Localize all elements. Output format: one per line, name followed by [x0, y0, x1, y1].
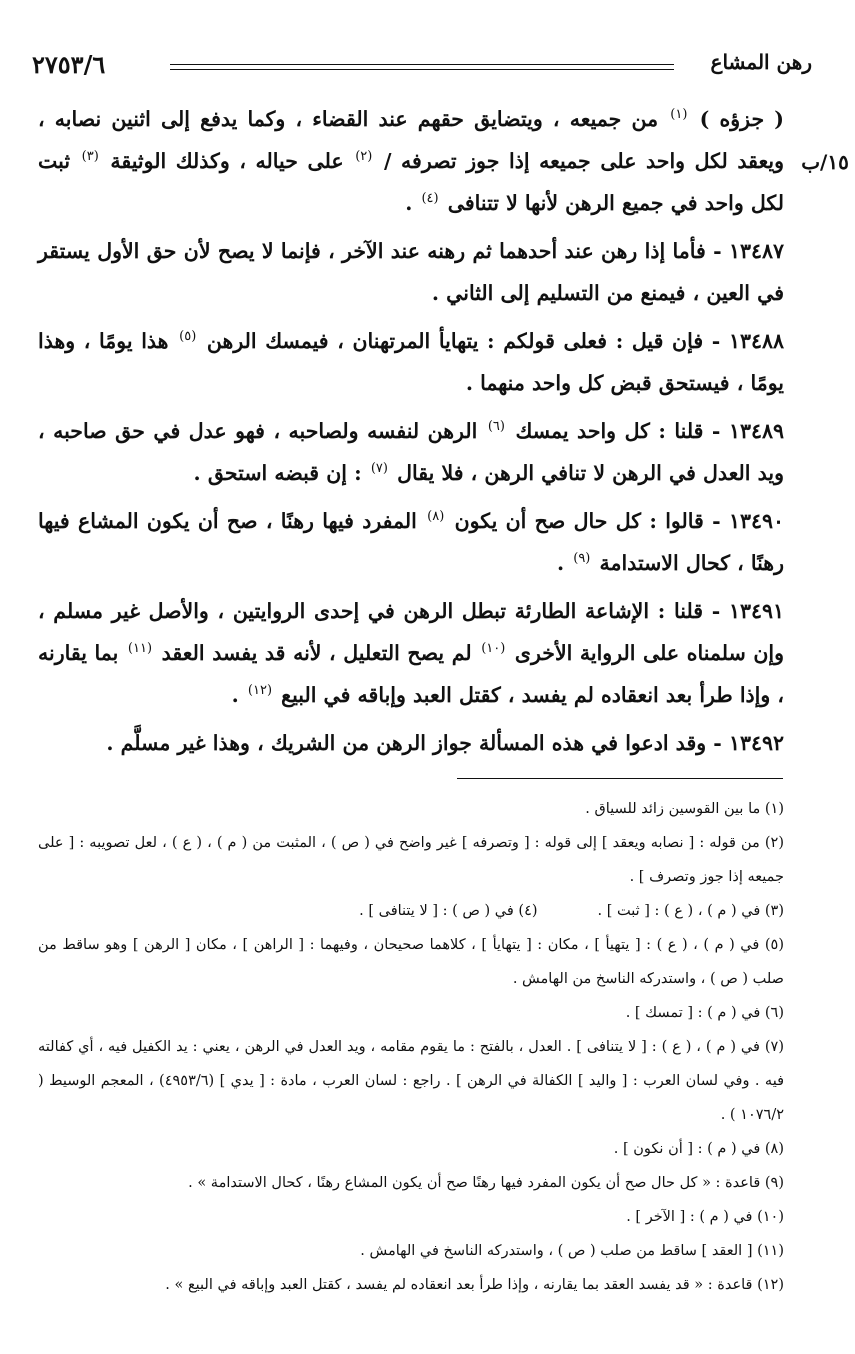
footnote-7: (٧) في ( م ) ، ( ع ) : [ لا يتنافى ] . العدل ، بالفتح : ما يقوم مقامه ، ويد العدل في الرهن ، يعني : يد الكفيل فيه ، أي كفالته فيه . وفي لسان العرب : [ واليد ] الكفالة في الرهن ] . راجع : لسان العرب ، مادة : [ يدي ] (٤٩٥٣/٦) ، المعجم الوسيط ( ١٠٧٦/٢ ) .: [38, 1039, 785, 1123]
paragraph-text: لم يصح التعليل ، لأنه قد يفسد العقد: [154, 641, 480, 665]
footnote-1: (١) ما بين القوسين زائد للسياق .: [585, 801, 784, 817]
paragraph: [38, 230, 784, 314]
footnote-ref: (١٢): [247, 683, 273, 699]
page-number: ٢٧٥٣/٦: [32, 50, 106, 79]
footnote-ref: (٦): [487, 419, 505, 435]
paragraph-text: - وقد ادعوا في هذه المسألة جواز الرهن من الشريك ، وهذا غير مسلَّم .: [106, 731, 729, 755]
footnote-ref: (١١): [127, 641, 153, 657]
footnote-5: (٥) في ( م ) ، ( ع ) : [ يتهيأ ] ، مكان : [ يتهايأ ] ، كلاهما صحيحان ، وفيهما : [ الراهن ] ، مكان [ الرهن ] وهو ساقط من صلب ( ص ) ، واستدركه الناسخ من الهامش .: [38, 937, 784, 987]
footnote-12: (١٢) قاعدة : « قد يفسد العقد بما يقارنه ، وإذا طرأ بعد انعقاده لم يفسد ، كقتل العبد وإباقه في البيع » .: [165, 1277, 784, 1293]
paragraph-text: ثبت لكل واحد في جميع الرهن لأنها لا تتنافى: [38, 149, 784, 215]
footnote-3: (٣) في ( م ) ، ( ع ) : [ ثبت ] .: [597, 903, 784, 919]
footnote-4: (٤) في ( ص ) : [ لا يتنافى ] .: [359, 903, 538, 919]
paragraph-text: .: [556, 551, 572, 575]
paragraph-text: : إن قبضه استحق .: [193, 461, 369, 485]
footnote-6: (٦) في ( م ) : [ تمسك ] .: [625, 1005, 784, 1021]
paragraph: [38, 722, 784, 764]
paragraph-number: ١٣٤٩١: [728, 599, 784, 623]
footnote-row-3-4: [38, 894, 784, 928]
footnote-row-8: [38, 1132, 784, 1166]
footnote-ref: (٢): [355, 149, 373, 165]
footnote-ref: (٧): [370, 461, 388, 477]
main-text: [38, 98, 784, 770]
paragraph-text: من جميعه ، ويتضايق حقهم عند القضاء ، وكما يدفع إلى اثنين نصابه ، ويعقد لكل واحد على جميعه إذا جوز تصرفه /: [38, 107, 784, 173]
paragraph-text: .: [405, 191, 420, 215]
paragraph-number: ١٣٤٨٩: [728, 419, 784, 443]
footnote-2: (٢) من قوله : [ نصابه ويعقد ] إلى قوله : [ وتصرفه ] غير واضح في ( ص ) ، المثبت من ( م ) ، ( ع ) ، لعل تصويبه : [ على جميعه إذا جوز وتصرف ] .: [38, 835, 784, 885]
paragraph-text: على حياله ، وكذلك الوثيقة: [100, 149, 354, 173]
footnote-9: (٩) قاعدة : « كل حال صح أن يكون المفرد فيها رهنًا صح أن يكون المشاع رهنًا ، كحال الاستدامة » .: [188, 1175, 784, 1191]
paragraph-text: بما يقارنه ، وإذا طرأ بعد انعقاده لم يفسد ، كقتل العبد وإباقه في البيع: [38, 641, 784, 707]
paragraph-text: - قلنا : الإشاعة الطارئة تبطل الرهن في إحدى الروايتين ، والأصل غير مسلم ، وإن سلمناه على الرواية الأخرى: [38, 599, 784, 665]
paragraph-text: .: [231, 683, 246, 707]
footnote-10: (١٠) في ( م ) : [ الآخر ] .: [626, 1209, 784, 1225]
footnote-ref: (٣): [81, 149, 99, 165]
footnote-ref: (٨): [427, 509, 445, 525]
paragraph: [38, 410, 784, 494]
footnote-divider: [457, 778, 783, 779]
footnotes: [38, 792, 784, 1302]
header-double-rule: [170, 64, 674, 70]
paragraph-text: هذا يومًا ، وهذا يومًا ، فيستحق قبض كل واحد منهما .: [38, 329, 784, 395]
running-title: رهن المشاع: [710, 50, 812, 74]
paragraph-number: ١٣٤٩٠: [728, 509, 785, 533]
footnote-11: (١١) [ العقد ] ساقط من صلب ( ص ) ، واستدركه الناسخ في الهامش .: [360, 1243, 784, 1259]
paragraph: [38, 98, 784, 224]
paragraph: [38, 500, 784, 584]
paragraph-number: ١٣٤٨٧: [728, 239, 784, 263]
paragraph-number: ١٣٤٩٢: [728, 731, 784, 755]
paragraph-number: ١٣٤٨٨: [728, 329, 784, 353]
paragraph-text: المفرد فيها رهنًا ، صح أن يكون المشاع فيها رهنًا ، كحال الاستدامة: [38, 509, 784, 575]
paragraph: [38, 320, 784, 404]
paragraph-text: الرهن لنفسه ولصاحبه ، فهو عدل في حق صاحبه ، ويد العدل في الرهن لا تنافي الرهن ، فلا يقال: [38, 419, 784, 485]
paragraph-text: - قلنا : كل واحد يمسك: [506, 419, 729, 443]
paragraph-text: - فأما إذا رهن عند أحدهما ثم رهنه عند الآخر ، فإنما لا يصح لأن حق الأول يستقر في العين ، فيمنع من التسليم إلى الثاني .: [38, 239, 784, 305]
footnote-ref: (١): [670, 107, 688, 123]
manuscript-folio-note: ١٥/ب: [801, 150, 849, 174]
footnote-ref: (٩): [573, 551, 591, 567]
footnote-ref: (٥): [179, 329, 197, 345]
paragraph-text: - فإن قيل : فعلى قولكم : يتهايأ المرتهنان ، فيمسك الرهن: [198, 329, 729, 353]
paragraph: [38, 590, 784, 716]
footnote-8: (٨) في ( م ) : [ أن نكون ] .: [613, 1141, 784, 1157]
footnote-ref: (٤): [421, 191, 439, 207]
paragraph-text: ( جزؤه ): [689, 107, 784, 131]
page-header: [32, 50, 812, 84]
paragraph-text: - قالوا : كل حال صح أن يكون: [446, 509, 729, 533]
footnote-ref: (١٠): [481, 641, 506, 657]
